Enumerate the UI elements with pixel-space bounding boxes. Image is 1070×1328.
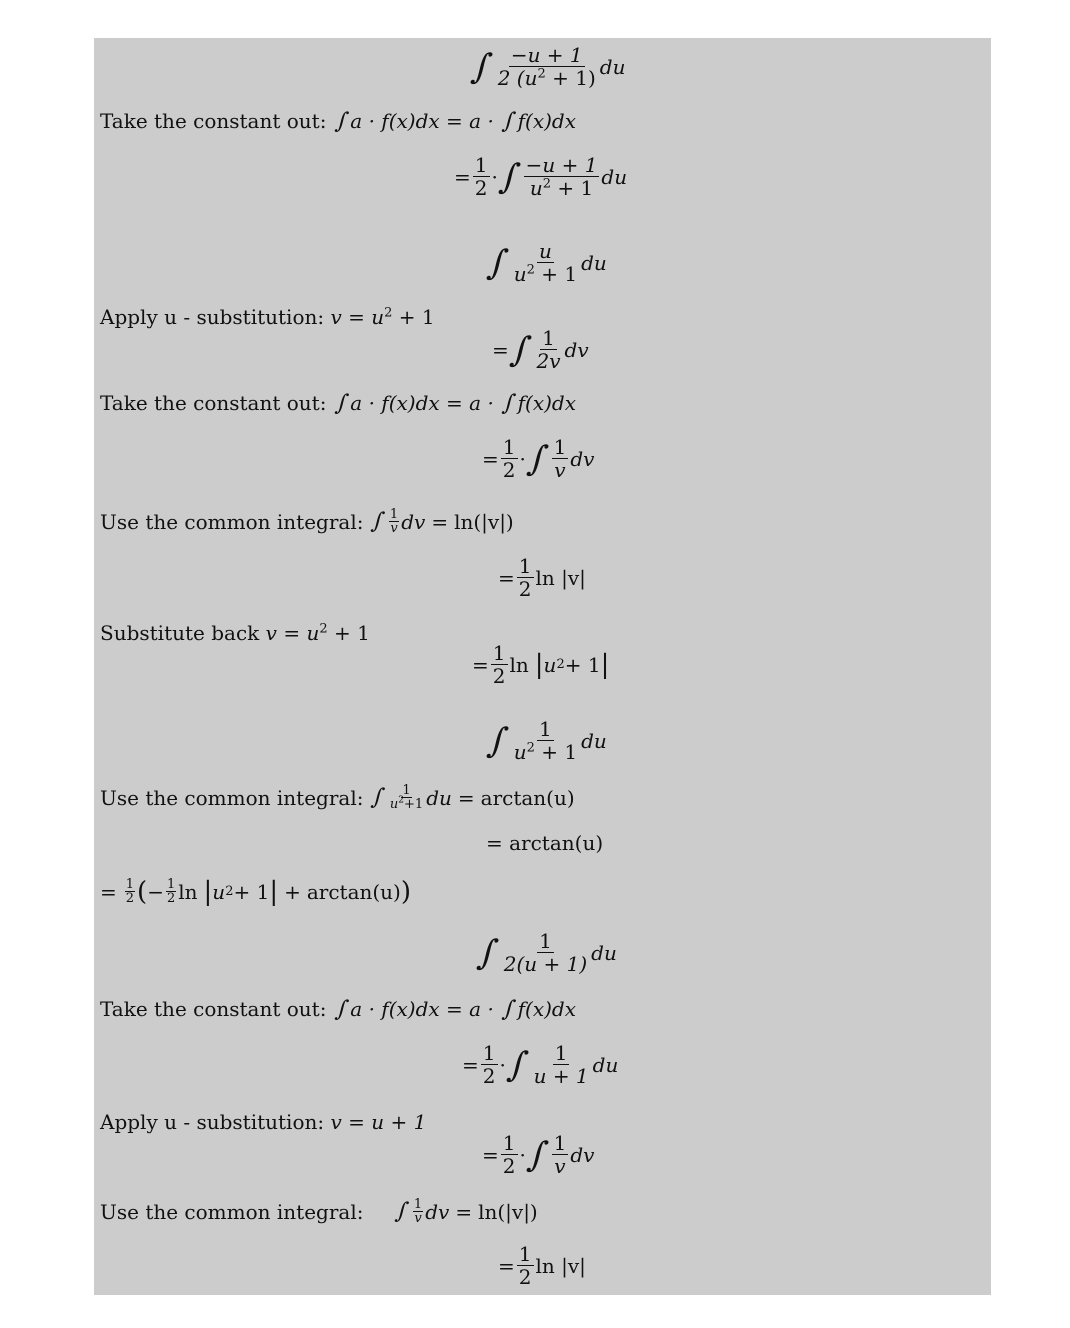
rule-constant-out-1: Take the constant out: ∫a · f(x)dx = a · ∫f(x)dx (100, 109, 576, 134)
integral-sign: ∫ (500, 997, 518, 1022)
integral-sign: ∫ (500, 391, 518, 416)
rule-u-substitution-1: Apply u - substitution: $v = u^2 + 1$ (100, 305, 435, 329)
integral-sign: ∫ (524, 1134, 551, 1175)
integral-step-21: = $\frac{1}{2}$ · ∫ $\frac{1}{v}$ dv (482, 1131, 595, 1178)
integral-sign: ∫ (507, 329, 534, 370)
integral-sign: ∫ (468, 46, 495, 87)
result-step-12: = $\frac{1}{2}$ ln | u 2 + 1 | (472, 641, 610, 688)
rule-common-integral-1: Use the common integral: ∫ $\frac{1}{v}$ dv = ln(|v|) (100, 507, 514, 536)
integral-sign: ∫ (484, 242, 511, 283)
rule-substitute-back: Substitute back $v = u^2 + 1$ (100, 621, 370, 645)
integral-step-4: ∫ $\frac{u}{u^2 + 1}$ du (484, 239, 607, 286)
integral-sign: ∫ (474, 932, 501, 973)
rule-constant-out-3: Take the constant out: ∫a · f(x)dx = a · ∫f(x)dx (100, 997, 576, 1022)
rule-common-integral-3: Use the common integral: ∫ $\frac{1}{v}$ dv = ln(|v|) (100, 1197, 538, 1226)
integral-step-8: = $\frac{1}{2}$ · ∫ $\frac{1}{v}$ dv (482, 435, 595, 482)
integral-step-19: = $\frac{1}{2}$ · ∫ $\frac{1}{u + 1}$ du (462, 1041, 619, 1088)
integral-sign: ∫ (393, 1198, 411, 1224)
integral-step-6: = ∫ $\frac{1}{2v}$ dv (492, 326, 589, 373)
integral-step-17: ∫ $\frac{1}{2(u + 1)}$ du (474, 929, 617, 976)
combined-result: = $\frac{1}{2}$ ( − $\frac{1}{2}$ ln | u 2 + 1 | + arctan(u) ) (100, 876, 412, 907)
integral-step-1: ∫ $\frac{-u + 1}{2 (u^2 + 1)}$ du (468, 43, 626, 90)
rule-common-integral-2: Use the common integral: ∫ $\frac{1}{u^2+1}$ du = arctan(u) (100, 783, 575, 812)
integral-sign: ∫ (369, 508, 387, 534)
result-step-15: = arctan(u) (486, 831, 604, 855)
integral-step-3: = $\frac{1}{2}$ · ∫ $\frac{-u + 1}{u^2 + 1}$ du (454, 153, 628, 200)
integral-sign: ∫ (504, 1044, 531, 1085)
fraction: $\frac{-u + 1}{2 (u^2 + 1)}$ (497, 43, 596, 90)
integral-sign: ∫ (524, 438, 551, 479)
integral-sign: ∫ (500, 109, 518, 134)
integral-sign: ∫ (369, 784, 387, 810)
integral-sign: ∫ (333, 109, 351, 134)
integral-step-13: ∫ $\frac{1}{u^2 + 1}$ du (484, 717, 607, 764)
integral-sign: ∫ (333, 391, 351, 416)
result-step-10: = $\frac{1}{2}$ ln |v| (498, 554, 586, 601)
rule-constant-out-2: Take the constant out: ∫a · f(x)dx = a · ∫f(x)dx (100, 391, 576, 416)
result-step-23: = $\frac{1}{2}$ ln |v| (498, 1242, 586, 1289)
integral-sign: ∫ (496, 156, 523, 197)
integral-sign: ∫ (484, 720, 511, 761)
rule-u-substitution-2: Apply u - substitution: v = u + 1 (100, 1110, 427, 1134)
integral-sign: ∫ (333, 997, 351, 1022)
